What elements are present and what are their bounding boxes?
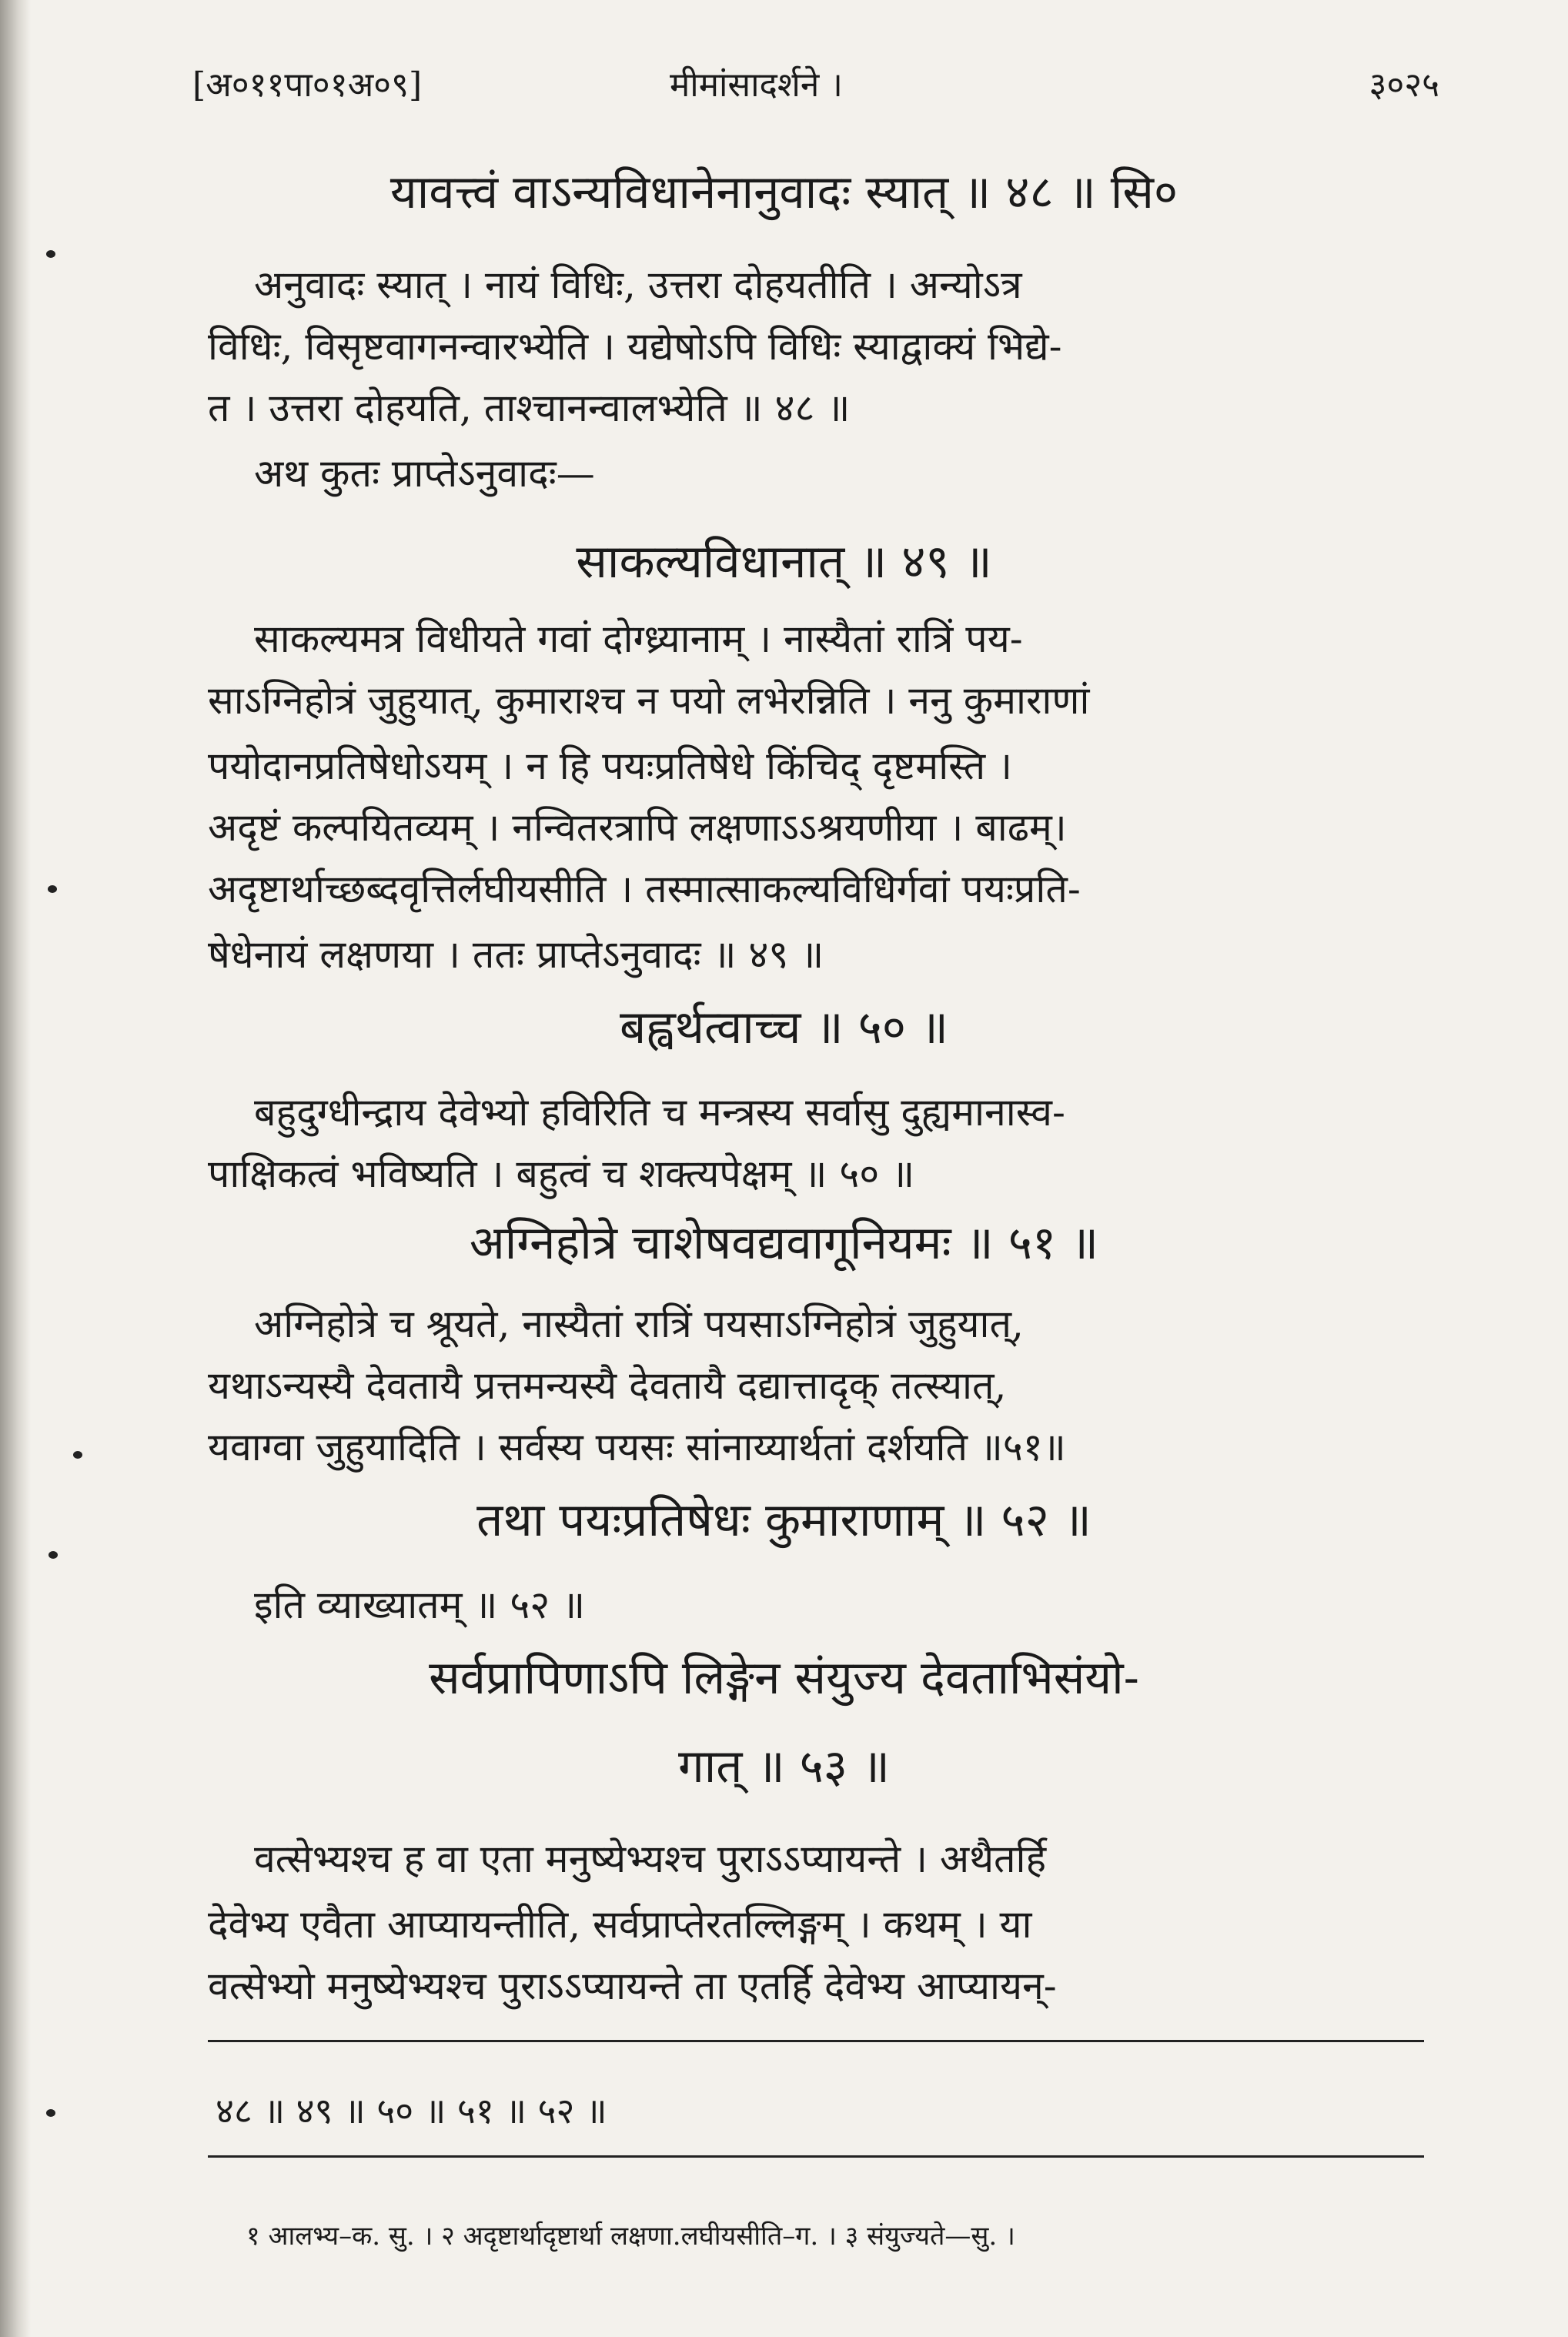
text-line: यवाग्वा जुहुयादिति । सर्वस्य पयसः सांनाय्यार्थतां दर्शयति ॥५१॥: [208, 1425, 1066, 1469]
book-title: मीमांसादर्शने ।: [670, 65, 843, 105]
text-line: विधिः, विसृष्टवागनन्वारभ्येति । यद्येषोऽपि विधिः स्याद्वाक्यं भिद्ये-: [208, 324, 1062, 369]
text-line: साऽग्निहोत्रं जुहुयात्, कुमाराश्च न पयो लभेरन्निति । ननु कुमाराणां: [208, 678, 1090, 723]
sutra-number-line: ४८ ॥ ४९ ॥ ५० ॥ ५१ ॥ ५२ ॥: [216, 2090, 607, 2131]
text-line: अदृष्टं कल्पयितव्यम् । नन्वितरत्रापि लक्षणाऽऽश्रयणीया । बाढम्।: [208, 805, 1067, 850]
running-header: [192, 60, 1439, 114]
text-line: बहुदुग्धीन्द्राय देवेभ्यो हविरिति च मन्त्रस्य सर्वासु दुह्यमानास्व-: [254, 1090, 1065, 1135]
ink-speck: [48, 1551, 58, 1559]
sutra-heading: साकल्यविधानात् ॥ ४९ ॥: [576, 535, 992, 589]
text-line: षेधेनायं लक्षणया । ततः प्राप्तेऽनुवादः ॥ ४९ ॥: [208, 932, 824, 977]
text-line: पयोदानप्रतिषेधोऽयम् । न हि पयःप्रतिषेधे किंचिद् दृष्टमस्ति ।: [208, 744, 1012, 788]
text-line: वत्सेभ्यश्च ह वा एता मनुष्येभ्यश्च पुराऽऽप्यायन्ते । अथैतर्हि: [254, 1837, 1047, 1881]
text-line: वत्सेभ्यो मनुष्येभ्यश्च पुराऽऽप्यायन्ते ता एतर्हि देवेभ्य आप्यायन्-: [208, 1964, 1057, 2008]
text-line: अथ कुतः प्राप्तेऽनुवादः—: [254, 451, 595, 496]
page-edge-shadow: [0, 0, 31, 2337]
sutra-heading: बह्वर्थत्वाच्च ॥ ५० ॥: [620, 1001, 948, 1055]
text-line: अदृष्टार्थाच्छब्दवृत्तिर्लघीयसीति । तस्मात्साकल्यविधिर्गवां पयःप्रति-: [208, 867, 1081, 911]
text-line: अग्निहोत्रे च श्रूयते, नास्यैतां रात्रिं पयसाऽग्निहोत्रं जुहुयात्,: [254, 1302, 1024, 1346]
ink-speck: [46, 2109, 55, 2117]
footnotes: १ आलभ्य–क. सु. । २ अदृष्टार्थादृष्टार्था लक्षणा.लघीयसीति–ग. । ३ संयुज्यते—सु. ।: [246, 2221, 1015, 2252]
sutra-heading: गात् ॥ ५३ ॥: [677, 1740, 891, 1794]
ink-speck: [48, 885, 57, 893]
text-line: यथाऽन्यस्यै देवतायै प्रत्तमन्यस्यै देवतायै दद्यात्तादृक् तत्स्यात्,: [208, 1363, 1007, 1408]
text-line: इति व्याख्यातम् ॥ ५२ ॥: [254, 1583, 586, 1627]
ink-speck: [46, 250, 55, 258]
text-line: त । उत्तरा दोहयति, ताश्चानन्वालभ्येति ॥ ४८ ॥: [208, 386, 851, 430]
text-line: देवेभ्य एवैता आप्यायन्तीति, सर्वप्राप्तेरतल्लिङ्गम् । कथम् । या: [208, 1902, 1032, 1947]
footnote-rule: [208, 2155, 1424, 2158]
sutra-heading: अग्निहोत्रे चाशेषवद्यवागूनियमः ॥ ५१ ॥: [469, 1216, 1099, 1270]
text-line: साकल्यमत्र विधीयते गवां दोग्ध्र्यानाम् । नास्यैतां रात्रिं पय-: [254, 617, 1023, 661]
ink-speck: [73, 1451, 82, 1459]
separator-rule: [208, 2040, 1424, 2042]
sutra-heading: यावत्त्वं वाऽन्यविधानेनानुवादः स्यात् ॥ ४८ ॥ सि०: [389, 165, 1179, 219]
sutra-heading: तथा पयःप्रतिषेधः कुमाराणाम् ॥ ५२ ॥: [476, 1493, 1092, 1547]
chapter-reference: [अ०११पा०१अ०९]: [192, 65, 423, 105]
sutra-heading: सर्वप्रापिणाऽपि लिङ्गेन संयुज्य देवताभिसंयो-: [429, 1651, 1139, 1705]
page-number: ३०२५: [1369, 65, 1439, 105]
text-line: पाक्षिकत्वं भविष्यति । बहुत्वं च शक्त्यपेक्षम् ॥ ५० ॥: [208, 1152, 915, 1196]
text-line: अनुवादः स्यात् । नायं विधिः, उत्तरा दोहयतीति । अन्योऽत्र: [254, 262, 1022, 307]
